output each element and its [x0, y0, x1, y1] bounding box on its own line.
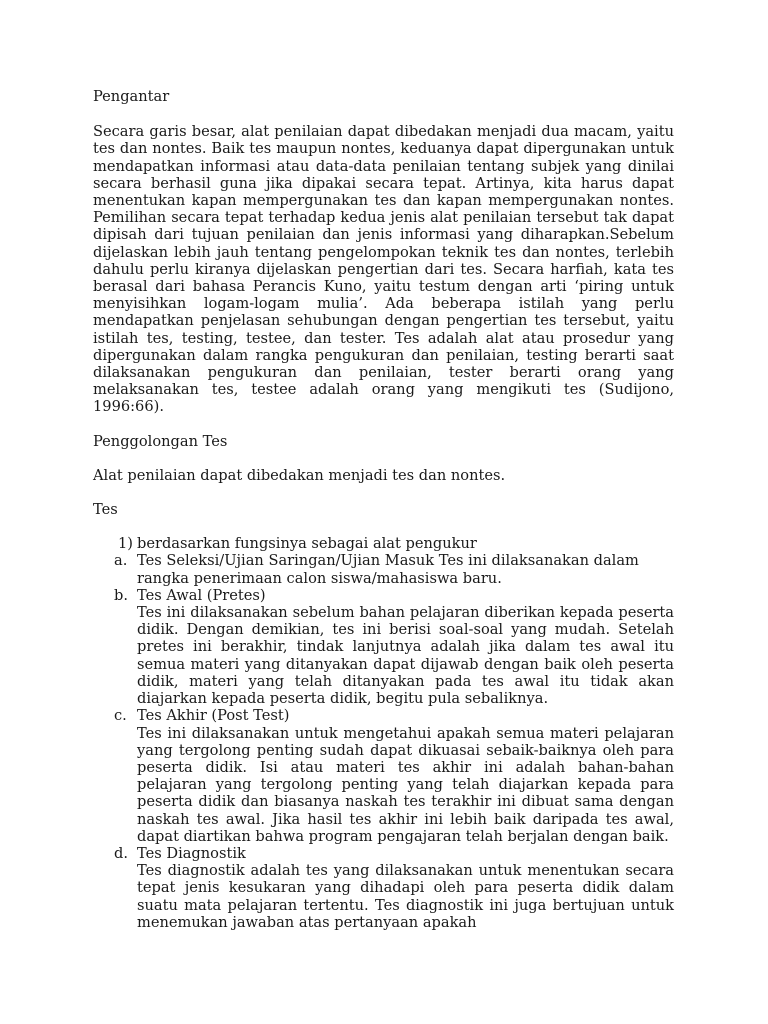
subheading-tes: Tes	[93, 501, 118, 519]
list-marker: d.	[114, 844, 128, 862]
numbered-item	[93, 535, 674, 552]
list-item-title: Tes Seleksi/Ujian Saringan/Ujian Masuk Tes ini dilaksanakan dalam rangka penerimaan calon siswa/mahasiswa baru.	[137, 552, 639, 587]
list-item-title: Tes Diagnostik	[137, 844, 246, 862]
intro-paragraph: Secara garis besar, alat penilaian dapat dibedakan menjadi dua macam, yaitu tes dan nontes. Baik tes maupun nontes, keduanya dapat dipergunakan untuk mendapatkan informasi atau data-data penilaian tentang subjek yang dinilai secara berhasil guna jika dipakai secara tepat. Artinya, kita harus dapat menentukan kapan mempergunakan tes dan kapan mempergunakan nontes. Pemilihan secara tepat terhadap kedua jenis alat penilaian tersebut tak dapat dipisah dari tujuan penilaian dan jenis informasi yang diharapkan.Sebelum dijelaskan lebih jauh tentang pengelompokan teknik tes dan nontes, terlebih dahulu perlu kiranya dijelaskan pengertian dari tes. Secara harfiah, kata tes berasal dari bahasa Perancis Kuno, yaitu testum dengan arti ‘piring untuk menyisihkan logam-logam mulia’. Ada beberapa istilah yang perlu mendapatkan penjelasan sehubungan dengan pengertian tes tersebut, yaitu istilah tes, testing, testee, dan tester. Tes adalah alat atau prosedur yang dipergunakan dalam rangka pengukuran dan penilaian, testing berarti saat dilaksanakan pengukuran dan penilaian, tester berarti orang yang melaksanakan tes, testee adalah orang yang mengikuti tes (Sudijono, 1996:66).	[93, 123, 674, 416]
list-item-title: Tes Awal (Pretes)	[137, 586, 266, 604]
list-marker: c.	[114, 707, 127, 725]
list-item-b	[93, 587, 674, 707]
section-heading: Penggolongan Tes	[93, 432, 228, 450]
document-content	[93, 88, 674, 931]
list-item-body: Tes ini dilaksanakan untuk mengetahui apakah semua materi pelajaran yang tergolong penting sudah dapat dikuasai sebaik-baiknya oleh para peserta didik. Isi atau materi tes akhir ini adalah bahan-bahan pelajaran yang tergolong penting yang telah diajarkan kepada para peserta didik dan biasanya naskah tes terakhir ini dibuat sama dengan naskah tes awal. Jika hasil tes akhir ini lebih baik daripada tes awal, dapat diartikan bahwa program pengajaran telah berjalan dengan baik.	[137, 724, 674, 845]
list-item-c	[93, 707, 674, 845]
list-item-a	[93, 552, 674, 586]
section-paragraph: Alat penilaian dapat dibedakan menjadi tes dan nontes.	[93, 466, 506, 484]
list-item-body: Tes ini dilaksanakan sebelum bahan pelajaran diberikan kepada peserta didik. Dengan demikian, tes ini berisi soal-soal yang mudah. Setelah pretes ini berakhir, tindak lanjutnya adalah jika dalam tes awal itu semua materi yang ditanyakan dapat dijawab dengan baik oleh peserta didik, materi yang telah ditanyakan pada tes awal itu tidak akan diajarkan kepada peserta didik, begitu pula sebaliknya.	[137, 604, 674, 708]
test-type-list	[93, 535, 674, 931]
list-marker: b.	[114, 586, 128, 604]
numbered-item-text: berdasarkan fungsinya sebagai alat pengukur	[137, 535, 477, 553]
list-item-title: Tes Akhir (Post Test)	[137, 707, 290, 725]
list-item-body: Tes diagnostik adalah tes yang dilaksanakan untuk menentukan secara tepat jenis kesukaran yang dihadapi oleh para peserta didik dalam suatu mata pelajaran tertentu. Tes diagnostik ini juga bertujuan untuk menemukan jawaban atas pertanyaan apakah	[137, 862, 674, 931]
list-marker: a.	[114, 552, 128, 570]
intro-heading: Pengantar	[93, 88, 170, 105]
list-item-d	[93, 845, 674, 931]
list-marker: 1)	[118, 535, 133, 553]
